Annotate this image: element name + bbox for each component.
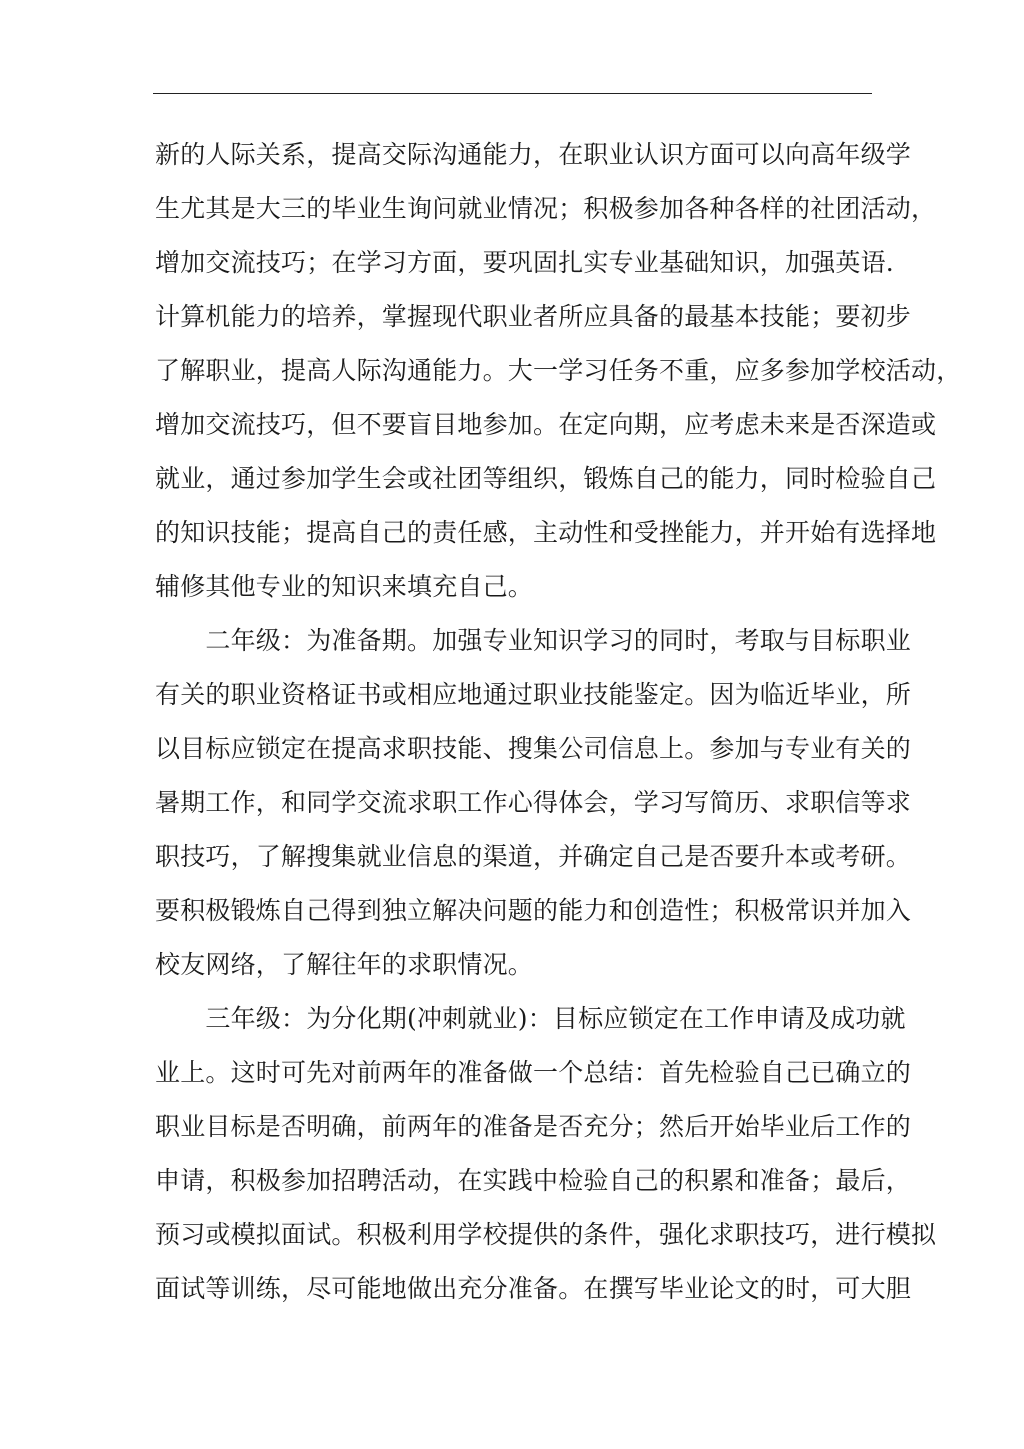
text-line: 暑期工作，和同学交流求职工作心得体会，学习写简历、求职信等求 — [155, 788, 912, 817]
text-line: 增加交流技巧；在学习方面，要巩固扎实专业基础知识，加强英语. — [155, 248, 894, 277]
text-line: 预习或模拟面试。积极利用学校提供的条件，强化求职技巧，进行模拟 — [155, 1220, 937, 1249]
text-line: 业上。这时可先对前两年的准备做一个总结：首先检验自己已确立的 — [155, 1058, 912, 1087]
text-line: 的知识技能；提高自己的责任感，主动性和受挫能力，并开始有选择地 — [155, 518, 937, 547]
text-line: 就业，通过参加学生会或社团等组织，锻炼自己的能力，同时检验自己 — [155, 464, 937, 493]
text-line: 职业目标是否明确，前两年的准备是否充分；然后开始毕业后工作的 — [155, 1112, 912, 1141]
text-line: 要积极锻炼自己得到独立解决问题的能力和创造性；积极常识并加入 — [155, 896, 912, 925]
text-line: 面试等训练，尽可能地做出充分准备。在撰写毕业论文的时，可大胆 — [155, 1274, 912, 1303]
paragraph-start-line: 二年级：为准备期。加强专业知识学习的同时，考取与目标职业 — [155, 626, 912, 655]
text-line: 辅修其他专业的知识来填充自己。 — [155, 572, 534, 601]
header-divider — [153, 93, 872, 94]
text-line: 职技巧，了解搜集就业信息的渠道，并确定自己是否要升本或考研。 — [155, 842, 912, 871]
text-line: 校友网络，了解往年的求职情况。 — [155, 950, 534, 979]
text-line: 增加交流技巧，但不要盲目地参加。在定向期，应考虑未来是否深造或 — [155, 410, 937, 439]
text-line: 新的人际关系，提高交际沟通能力，在职业认识方面可以向高年级学 — [155, 140, 912, 169]
text-line: 了解职业，提高人际沟通能力。大一学习任务不重，应多参加学校活动， — [155, 356, 962, 385]
text-line: 计算机能力的培养，掌握现代职业者所应具备的最基本技能；要初步 — [155, 302, 912, 331]
text-line: 有关的职业资格证书或相应地通过职业技能鉴定。因为临近毕业，所 — [155, 680, 912, 709]
text-line: 以目标应锁定在提高求职技能、搜集公司信息上。参加与专业有关的 — [155, 734, 912, 763]
text-line: 生尤其是大三的毕业生询问就业情况；积极参加各种各样的社团活动， — [155, 194, 937, 223]
paragraph-start-line: 三年级：为分化期(冲刺就业)：目标应锁定在工作申请及成功就 — [155, 1004, 906, 1033]
document-body — [155, 128, 962, 1316]
text-line: 申请，积极参加招聘活动，在实践中检验自己的积累和准备；最后， — [155, 1166, 912, 1195]
